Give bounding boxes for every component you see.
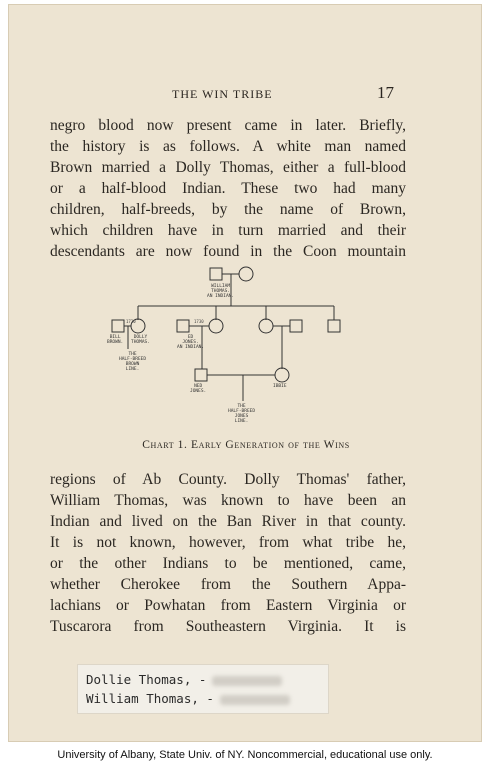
ibbie-circle [275,368,289,382]
ned-jones-square [195,369,207,381]
dolly-thomas-label: DOLLY THOMAS. [131,335,150,345]
text-line: which children have in turn married and their [50,222,406,239]
paragraph-2 [50,469,406,637]
text-line: whether Cherokee from the Southern Appa- [50,576,406,593]
text-line: Indian and lived on the Ban River in that county. [50,513,406,530]
husband-square [290,320,302,332]
daughter-circle [209,319,223,333]
text-line: William Thomas, was known to have been an [50,492,406,509]
annotation-row [86,672,282,687]
ibbie-label: IBBIE [273,384,287,389]
daughter2-circle [259,319,273,333]
redacted-blur [220,695,290,705]
text-line: Brown married a Dolly Thomas, either a full-blood [50,159,406,176]
text-line: regions of Ab County. Dolly Thomas' father, [50,471,406,488]
annotation-row [86,691,290,706]
bill-brown-label: BILL BROWN. [107,335,124,345]
book-page [8,4,482,742]
chart-caption: Chart 1. Early Generation of the Wins [142,439,350,451]
half-breed-jones-label: THE HALF-BREED JONES LINE. [228,404,256,424]
ned-jones-label: NED JONES. [190,384,207,394]
text-line: Tuscarora from Southeastern Virginia. It is [50,618,406,635]
text-line: or a half-blood Indian. These two had many [50,180,406,197]
william-thomas-label: WILLIAM THOMAS. AN INDIAN. [207,284,235,299]
text-line: children, half-breeds, by the name of Brown, [50,201,406,218]
text-line: the history is as follows. A white man named [50,138,406,155]
ed-jones-square [177,320,189,332]
text-line: negro blood now present came in later. Briefly, [50,117,406,134]
wife-circle [239,267,253,281]
genealogy-chart [97,263,367,433]
half-breed-brown-label: THE HALF-BREED BROWN LINE. [119,352,147,372]
annotation-text: William Thomas, - [86,691,214,706]
page-number: 17 [377,83,394,102]
bill-brown-square [112,320,124,332]
running-head-title: THE WIN TRIBE [172,87,273,101]
annotation-text: Dollie Thomas, - [86,672,207,687]
text-line: or the other Indians to be mentioned, came, [50,555,406,572]
son-square [328,320,340,332]
ed-jones-label: ED JONES. AN INDIAN. [177,335,205,350]
text-line: It is not known, however, from what tribe he, [50,534,406,551]
text-line: lachians or Powhatan from Eastern Virginia or [50,597,406,614]
archive-footer: University of Albany, State Univ. of NY. Noncommercial, educational use only. [57,749,433,761]
redacted-blur [212,676,282,686]
svg-text:1730: 1730 [194,319,204,324]
svg-text:1720: 1720 [126,319,136,324]
typed-annotation-slip [77,664,329,714]
paragraph-1 [50,115,406,262]
william-thomas-square [210,268,222,280]
running-head [9,85,483,105]
text-line: descendants are now found in the Coon mountain [50,243,406,260]
